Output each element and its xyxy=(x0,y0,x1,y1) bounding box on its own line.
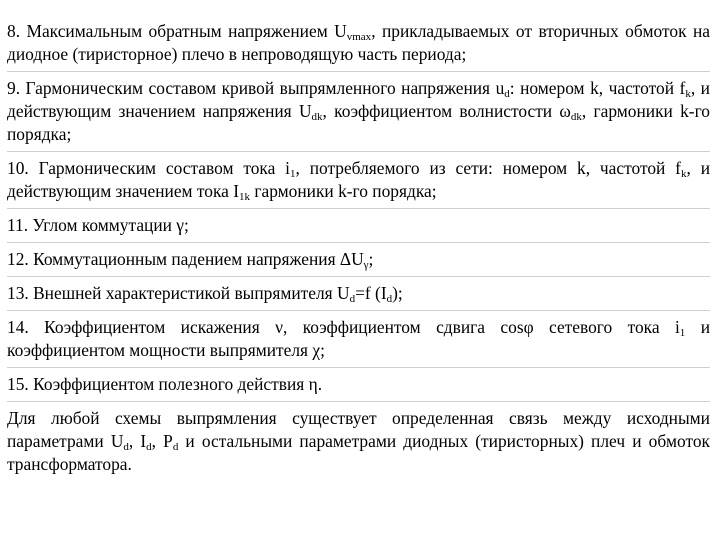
item-subscript: vmax xyxy=(346,31,372,43)
item-text: , гармоники k-го порядка; xyxy=(7,101,710,144)
item-text: , потребляемого из сети: номером k, частотой f xyxy=(295,158,681,178)
item-subscript: d xyxy=(123,441,129,453)
item-subscript: d xyxy=(386,293,393,305)
list-item-11 xyxy=(7,214,710,237)
item-text: Для любой схемы выпрямления существует определенная связь между исходными параметрами U xyxy=(7,408,710,451)
item-text: 8. Максимальным обратным напряжением U xyxy=(7,21,347,41)
list-item-12 xyxy=(7,248,710,271)
item-subscript: dk xyxy=(311,111,323,123)
item-text: ; xyxy=(368,249,374,269)
item-subscript: 1 xyxy=(289,168,296,180)
item-text: : номером k, частотой f xyxy=(509,78,686,98)
item-text: , и действующим значением тока I xyxy=(7,158,710,201)
item-text: 10. Гармоническим составом тока i xyxy=(7,158,290,178)
item-text: , коэффициентом волнистости ω xyxy=(322,101,571,121)
divider xyxy=(7,276,710,277)
item-subscript: k xyxy=(680,168,687,180)
divider xyxy=(7,401,710,402)
divider xyxy=(7,208,710,209)
item-text: , и действующим значением напряжения U xyxy=(7,78,710,121)
divider xyxy=(7,310,710,311)
item-text: 15. Коэффициентом полезного действия η. xyxy=(7,374,323,394)
list-item-13 xyxy=(7,282,710,305)
list-item-8 xyxy=(7,20,710,66)
item-subscript: γ xyxy=(363,259,369,271)
divider xyxy=(7,71,710,72)
item-subscript: 1 xyxy=(679,327,686,339)
item-text: гармоники k-го порядка; xyxy=(250,181,437,201)
list-item-15 xyxy=(7,373,710,396)
list-item-9 xyxy=(7,77,710,146)
item-text: и коэффициентом мощности выпрямителя χ; xyxy=(7,317,711,360)
item-text: 13. Внешней характеристикой выпрямителя U xyxy=(7,283,350,303)
item-text: и остальными параметрами диодных (тиристорных) плеч и обмоток трансформатора. xyxy=(7,431,710,474)
item-text: 11. Углом коммутации γ; xyxy=(7,215,189,235)
list-item-14 xyxy=(7,316,710,362)
closing-paragraph xyxy=(7,407,710,476)
item-subscript: d xyxy=(349,293,356,305)
divider xyxy=(7,367,710,368)
list-item-10 xyxy=(7,157,710,203)
item-subscript: dk xyxy=(570,111,582,123)
item-subscript: k xyxy=(685,88,691,100)
item-text: , P xyxy=(151,431,173,451)
item-text: , I xyxy=(128,431,147,451)
item-text: =f (I xyxy=(355,283,387,303)
item-text: 12. Коммутационным падением напряжения ΔU xyxy=(7,249,364,269)
divider xyxy=(7,242,710,243)
item-subscript: d xyxy=(172,441,179,453)
item-subscript: 1k xyxy=(239,191,251,203)
item-text: ); xyxy=(392,283,403,303)
item-subscript: d xyxy=(504,88,510,100)
divider xyxy=(7,151,710,152)
item-text: 9. Гармоническим составом кривой выпрямленного напряжения u xyxy=(7,78,505,98)
item-text: , прикладываемых от вторичных обмоток на диодное (тиристорное) плечо в непроводящую часть периода; xyxy=(7,21,710,64)
item-text: 14. Коэффициентом искажения ν, коэффициентом сдвига cosφ сетевого тока i xyxy=(7,317,680,337)
item-subscript: d xyxy=(146,441,152,453)
